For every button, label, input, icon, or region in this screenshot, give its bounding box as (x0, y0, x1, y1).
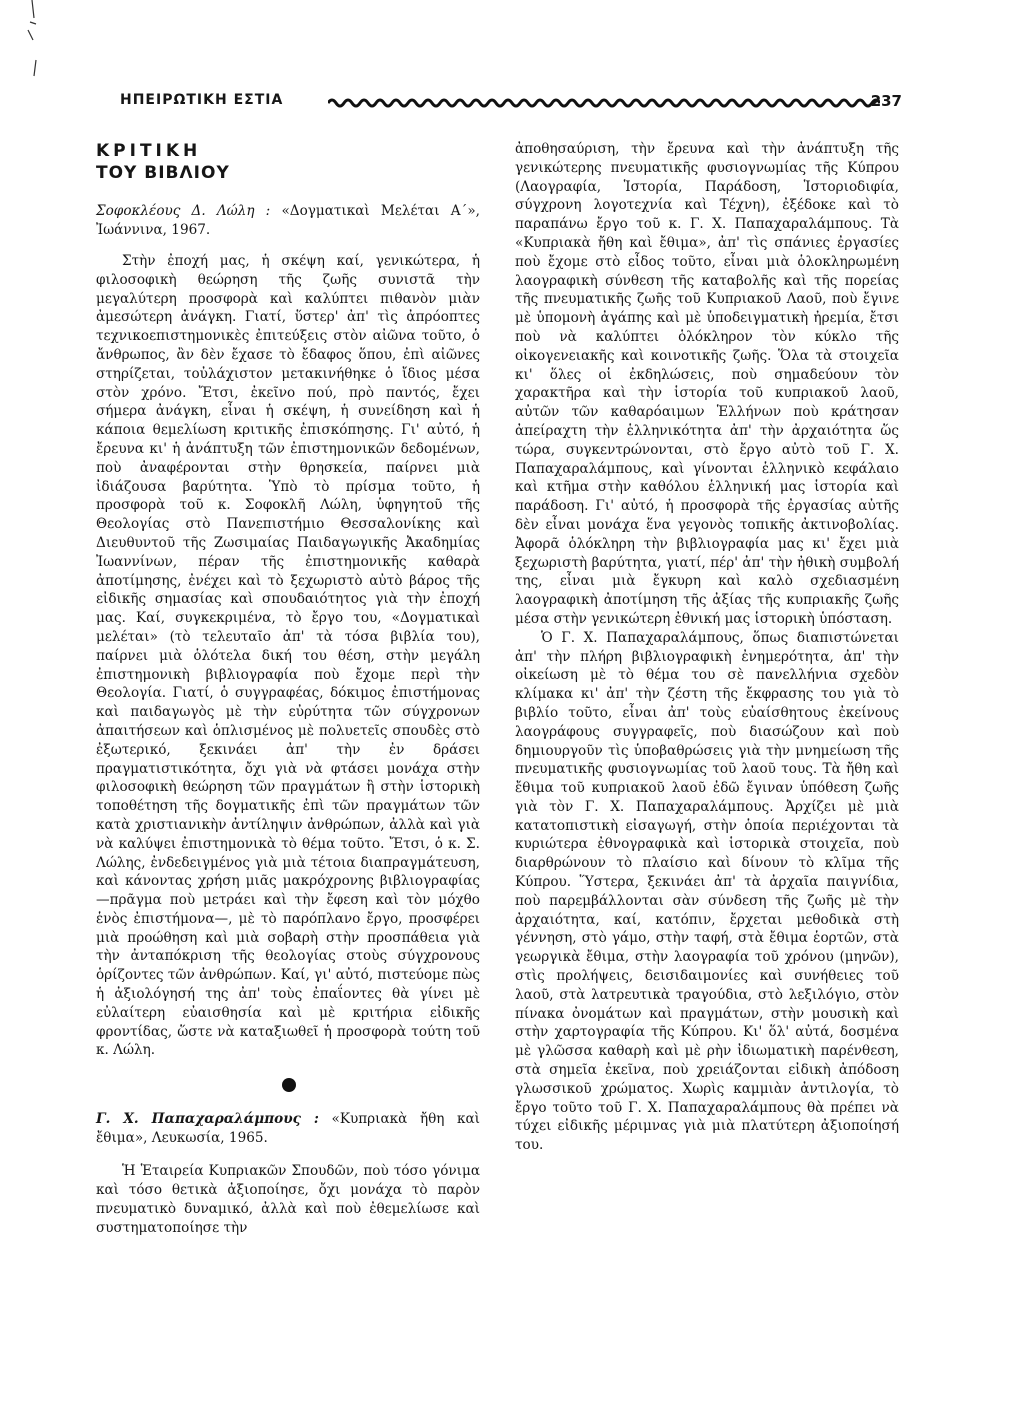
running-head: ΗΠΕΙΡΩΤΙΚΗ ΕΣΤΙΑ (120, 92, 284, 108)
page-number: 237 (870, 92, 902, 110)
left-column (96, 140, 480, 1237)
review-2-text-continued: ἀποθησαύριση, τὴν ἔρευνα καὶ τὴν ἀνάπτυξη τῆς γενικώτερης πνευματικῆς φυσιογνωμίας τῆς Κύπρου (Λαογραφία, Ἱστορία, Παράδοση, Ἱστοριοδιφία, σύγχρονη λογοτεχνία καὶ Τέχνη), ἐξέδοκε καὶ τὸ παραπάνω ἔργο τοῦ κ. Γ. Χ. Παπαχαραλάμπους. Τὰ «Κυπριακὰ ἤθη καὶ ἔθιμα», ἀπ' τὶς σπάνιες ἐργασίες ποὺ ἔχομε στὸ εἶδος τοῦτο, εἶναι μιὰ ὁλοκληρωμένη λαογραφικὴ σύνθεση τῆς καταβολῆς καὶ τῆς πορείας τῆς πνευματικῆς ζωῆς τοῦ Κυπριακοῦ Λαοῦ, ποὺ ἔγινε μὲ ὑπομονὴ ἀγάπης καὶ μὲ ὑποδειγματικὴ ἠρεμία, ἔτσι ποὺ νὰ καλύπτει ὁλόκληρον τὸν κύκλο τῆς οἰκογενειακῆς καὶ κοινοτικῆς ζωῆς. Ὅλα τὰ στοιχεῖα κι' ὅλες οἱ ἐκδηλώσεις, ποὺ σημαδεύουν τὸν χαρακτῆρα καὶ τὴν ἱστορία τοῦ κυπριακοῦ λαοῦ, αὐτῶν τῶν καθαρόαιμων Ἑλλήνων ποὺ κράτησαν ἀπείραχτη τὴν ἑλληνικότητα ἀπ' τὴν ἀρχαιότητα ὥς τώρα, συγκεντρώνονται, στὸ ἔργο αὐτὸ τοῦ Γ. Χ. Παπαχαραλάμπους, καὶ γίνονται ἑλληνικὸ κεφάλαιο καὶ κτῆμα στὴν καθόλου ἑλληνική μας ἱστορία καὶ παράδοση. Γι' αὐτό, ἡ προσφορὰ τῆς ἐργασίας αὐτῆς δὲν εἶναι μονάχα ἕνα γεγονὸς τοπικῆς ἀκτινοβολίας. Ἀφορᾶ ὁλόκληρη τὴν βιβλιογραφία μας κι' ἔχει μιὰ ξεχωριστὴ βαρύτητα, γιατί, πέρ' ἀπ' τὴν ἠθικὴ συμβολή της, εἶναι μιὰ ἔγκυρη καὶ καλὸ σχεδιασμένη λαογραφικὴ ἀποτίμηση τῆς ἀξίας τῆς κυπριακῆς ζωῆς μέσα στὴν γενικώτερη ἐθνική μας ἱστορικὴ ὑπόσταση. (515, 141, 899, 627)
section-title: ΚΡΙΤΙΚΗ (96, 141, 202, 161)
ornament-rule (328, 96, 880, 110)
book-reference-2-title: «Κυπριακὰ ἤθη καὶ ἔθιμα», Λευκωσία, 1965. (96, 1111, 480, 1147)
book-reference-1-author: Σοφοκλέους Δ. Λώλη : (96, 203, 271, 219)
book-reference-2-author: Γ. Χ. Παπαχαραλάμπους : (96, 1111, 319, 1128)
right-column (515, 140, 899, 1155)
section-subtitle: ΤΟΥ ΒΙΒΛΙΟΥ (96, 163, 230, 183)
review-1-text: Στὴν ἐποχή μας, ἡ σκέψη καί, γενικώτερα, ἡ φιλοσοφικὴ θεώρηση τῆς ζωῆς συνιστᾶ τὴν μεγαλύτερη προσφορὰ καὶ καλύπτει πιθανὸν μιὰν ἀμεσώτερη ἀνάγκη. Γιατί, ὕστερ' ἀπ' τὶς ἀπρόοπτες τεχνικοεπιστημονικὲς ἐπιτεύξεις στὸν αἰῶνα τοῦτο, ὁ ἄνθρωπος, ἂν δὲν ἔχασε τὸ ἔδαφος ὅπου, ἐπὶ αἰῶνες στηρίζεται, τοὐλάχιστον μετακινήθηκε ὁ ἴδιος μέσα στὸν χρόνο. Ἔτσι, ἐκεῖνο πού, πρὸ παντός, ἔχει σήμερα ἀνάγκη, εἶναι ἡ σκέψη, ἡ συνείδηση καὶ ἡ κάποια θεμελίωση κριτικῆς ἐπισκόπησης. Γι' αὐτό, ἡ ἔρευνα κι' ἡ ἀνάπτυξη τῶν ἐπιστημονικῶν δεδομένων, ποὺ ἀναφέρονται στὴν θρησκεία, παίρνει μιὰ ἰδιάζουσα βαρύτητα. Ὑπὸ τὸ πρίσμα τοῦτο, ἡ προσφορὰ τοῦ κ. Σοφοκλῆ Λώλη, ὑφηγητοῦ τῆς Θεολογίας στὸ Πανεπιστήμιο Θεσσαλονίκης καὶ Διευθυντοῦ τῆς Ζωσιμαίας Παιδαγωγικῆς Ἀκαδημίας Ἰωαννίνων, πέραν τῆς ἐπιστημονικῆς καθαρὰ ἀποτίμησης, ἐνέχει καὶ τὸ ξεχωριστὸ αὐτὸ βάρος τῆς εἰδικῆς σημασίας καὶ σπουδαιότητος γιὰ τὴν ἐποχή μας. Καί, συγκεκριμένα, τὸ ἔργο του, «Δογματικαὶ μελέται» (τὸ τελευταῖο ἀπ' τὰ τόσα βιβλία του), παίρνει μιὰ ὁλότελα δική του θέση, στὴν μεγάλη ἐπιστημονικὴ βιβλιογραφία ποὺ ἔχομε περὶ τὴν Θεολογία. Γιατί, ὁ συγγραφέας, δόκιμος ἐπιστήμονας καὶ παιδαγωγὸς μὲ τὴν εὐρύτητα τῶν σύγχρονων ἀπαιτήσεων καὶ ὁπλισμένος μὲ πολυετεῖς σπουδὲς στὸ ἐξωτερικό, ξεκινάει ἀπ' τὴν ἐν δράσει πραγματιστικότητα, ὄχι γιὰ νὰ φτάσει μονάχα στὴν φιλοσοφικὴ θεώρηση τῶν πραγμάτων ἢ στὴν ἱστορικὴ τοποθέτηση τῆς δογματικῆς ἐπὶ τῶν πραγμάτων τῶν κατὰ χριστιανικὴν ἀντίληψιν ἀνθρώπων, ἀλλὰ καὶ γιὰ νὰ καλύψει ἐπιστημονικὰ τὸ θέμα τοῦτο. Ἔτσι, ὁ κ. Σ. Λώλης, ἐνδεδειγμένος γιὰ μιὰ τέτοια διαπραγμάτευση, καὶ κάνοντας χρήση μιᾶς μακρόχρονης βιβλιογραφίας—πρᾶγμα ποὺ μετράει καὶ τὴν ἔφεση καὶ τὸν μόχθο ἑνὸς ἐπιστήμονα—, μὲ τὸ παρόπλανο ἔργο, προσφέρει μιὰ προώθηση καὶ μιὰ σοβαρὴ στὴν προσπάθεια γιὰ τὴν ἀνταπόκριση τῆς θεολογίας στοὺς σύγχρονους ὁρίζοντες τῶν ἀνθρώπων. Καί, γι' αὐτό, πιστεύομε πὼς ἡ ἀξιολόγησή της ἀπ' τοὺς ἐπαΐοντες θὰ γίνει μὲ εὐλαίτερη εὐαισθησία καὶ μὲ κριτήρια εἰδικῆς φροντίδας, ὥστε νὰ καταξιωθεῖ ἡ προσφορὰ τούτη τοῦ κ. Λώλη. (96, 253, 480, 1059)
review-2-text-start: Ἡ Ἑταιρεία Κυπριακῶν Σπουδῶν, ποὺ τόσο γόνιμα καὶ τόσο θετικὰ ἀξιοποίησε, ὄχι μονάχα τὸ παρὸν πνευματικὸ δυναμικό, ἀλλὰ καὶ ποὺ ἐθεμελίωσε καὶ συστηματοποίησε τὴν (96, 1163, 480, 1236)
book-reference-2 (96, 1110, 480, 1148)
section-divider-dot (282, 1078, 296, 1092)
book-reference-1-title: «Δογματικαὶ Μελέται Α΄», Ἰωάννινα, 1967. (96, 203, 480, 238)
page-header (120, 92, 920, 122)
book-reference-1 (96, 202, 480, 240)
review-2-text-final: Ὁ Γ. Χ. Παπαχαραλάμπους, ὅπως διαπιστώνεται ἀπ' τὴν πλήρη βιβλιογραφικὴ ἐνημερότητα, ἀπ' τὴν οἰκείωση μὲ τὸ θέμα του σὲ πανελλήνια σχεδὸν κλίμακα κι' ἀπ' τὴν ζέστη τῆς ἔκφρασης του γιὰ τὸ βιβλίο τοῦτο, εἶναι ἀπ' τοὺς εὐαίσθητους ἐκείνους λαογράφους συγγραφεῖς, ποὺ διασώζουν καὶ ποὺ δημιουργοῦν τὶς ὑποβαθρώσεις γιὰ τὴν μνημείωση τῆς πνευματικῆς φυσιογνωμίας τοῦ λαοῦ τους. Τὰ ἤθη καὶ ἔθιμα τοῦ κυπριακοῦ λαοῦ ἐδῶ ἔγιναν ὑπόθεση ζωῆς γιὰ τὸν Γ. Χ. Παπαχαραλάμπους. Ἀρχίζει μὲ μιὰ κατατοπιστικὴ εἰσαγωγή, στὴν ὁποία περιέχονται τὰ κυριώτερα ἐθνογραφικὰ καὶ ἱστορικὰ στοιχεῖα, ποὺ διαρθρώνουν τὸ πλαίσιο καὶ δίνουν τὸ κλῖμα τῆς Κύπρου. Ὕστερα, ξεκινάει ἀπ' τὰ ἀρχαῖα παιγνίδια, ποὺ παρεμβάλλονται σὰν σύνδεση τῆς ζωῆς μὲ τὴν ἀρχαιότητα, καί, κατόπιν, ἔρχεται μεθοδικὰ στὴ γέννηση, στὸ γάμο, στὴν ταφή, στὰ ἔθιμα ἑορτῶν, στὰ γεωργικὰ ἔθιμα, στὴν λαογραφία τοῦ χρόνου (μηνῶν), στὶς προλήψεις, δεισιδαιμονίες καὶ συνήθειες τοῦ λαοῦ, στὰ λατρευτικὰ τραγούδια, στὸ λεξιλόγιο, στὸν πίνακα ὀνομάτων καὶ πραγμάτων, στὴν μουσικὴ καὶ στὴν χαρτογραφία τῆς Κύπρου. Κι' ὅλ' αὐτά, δοσμένα μὲ γλῶσσα καθαρὴ καὶ μὲ ρὴν ἰδιωματικὴ παρένθεση, στὰ σημεῖα ἐκεῖνα, ποὺ χρειάζονται εἰδικὴ ἀπόδοση γλωσσικοῦ χρώματος. Χωρὶς καμμιὰν ἀντιλογία, τὸ ἔργο τοῦτο τοῦ Γ. Χ. Παπαχαραλάμπους θὰ πρέπει νὰ τύχει εἰδικῆς μέριμνας γιὰ μιὰ πλατύτερη ἀξιοποίησή του. (515, 629, 899, 1154)
scan-margin-marks (14, 0, 54, 120)
